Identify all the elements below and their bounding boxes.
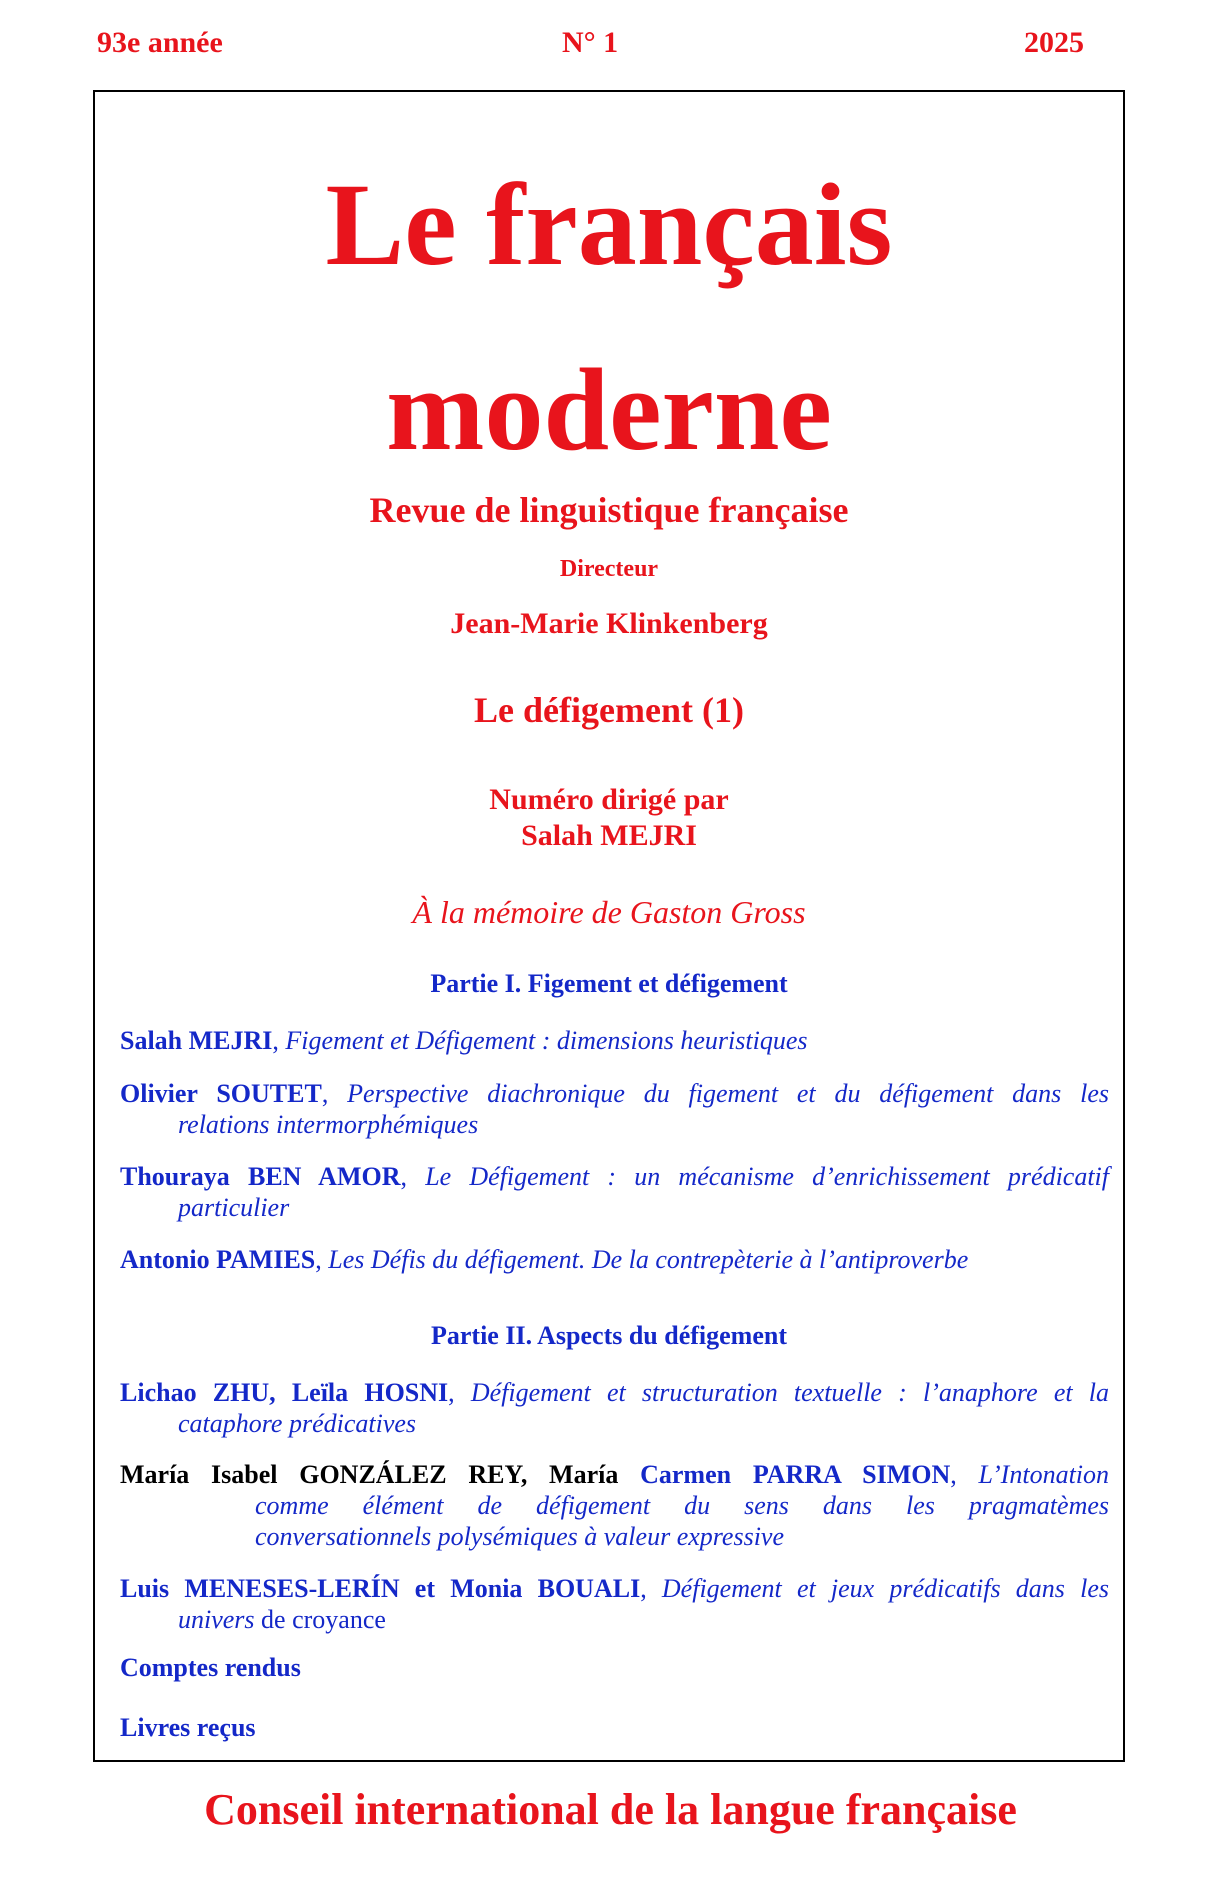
director-name: Jean-Marie Klinkenberg: [450, 607, 768, 640]
toc-authors: Salah MEJRI: [120, 1026, 273, 1055]
toc-authors: María Isabel GONZÁLEZ REY, María: [120, 1460, 619, 1489]
toc-article-title: L’Intonation: [978, 1460, 1110, 1489]
toc-article-title: Le Défigement : un mécanisme d’enrichissement prédicatif: [425, 1162, 1110, 1191]
issue-editor-label: Numéro dirigé par: [489, 783, 729, 816]
publisher-name: Conseil international de la langue française: [204, 1785, 1017, 1834]
issue-editor-name: Salah MEJRI: [521, 819, 697, 852]
toc-article-title: Les Défis du défigement. De la contrepèterie à l’antiproverbe: [328, 1245, 969, 1274]
toc-entry: Antonio PAMIES, Les Défis du défigement. De la contrepèterie à l’antiproverbe: [120, 1245, 969, 1274]
toc-article-title: Perspective diachronique du figement et du défigement dans les: [347, 1079, 1109, 1108]
toc-entry: Luis MENESES-LERÍN et Monia BOUALI, Défigement et jeux prédicatifs dans les univers de croyance: [120, 1574, 1110, 1634]
director-label: Directeur: [559, 556, 659, 582]
toc-authors: Lichao ZHU, Leïla HOSNI: [120, 1378, 449, 1407]
toc-authors: Carmen PARRA SIMON: [640, 1460, 951, 1489]
toc-authors: Olivier SOUTET: [120, 1079, 322, 1108]
section-reviews: Comptes rendus: [120, 1653, 301, 1682]
part-heading: Partie I. Figement et défigement: [430, 969, 788, 998]
volume-year-label: 93e année: [97, 26, 223, 59]
toc-entry: Thouraya BEN AMOR, Le Défigement : un mécanisme d’enrichissement prédicatif particulier: [120, 1162, 1110, 1222]
cover-frame: [93, 90, 1125, 1762]
publication-year: 2025: [1024, 26, 1084, 59]
toc-entry: Salah MEJRI, Figement et Défigement : dimensions heuristiques: [120, 1026, 808, 1055]
section-books-received: Livres reçus: [120, 1713, 256, 1742]
toc-article-title: Figement et Défigement : dimensions heuristiques: [285, 1026, 808, 1055]
issue-number: N° 1: [562, 26, 619, 59]
toc-article-title: Défigement et structuration textuelle : l’anaphore et la: [470, 1378, 1110, 1407]
journal-title-line-1: Le français: [325, 159, 893, 290]
toc-authors: Thouraya BEN AMOR: [120, 1162, 401, 1191]
journal-title-line-2: moderne: [386, 344, 832, 475]
part-heading: Partie II. Aspects du défigement: [430, 1321, 787, 1350]
toc-entry: Lichao ZHU, Leïla HOSNI, Défigement et structuration textuelle : l’anaphore et la cataphore prédicatives: [120, 1378, 1110, 1438]
toc-article-title: Défigement et jeux prédicatifs dans les: [661, 1574, 1110, 1603]
journal-subtitle: Revue de linguistique française: [369, 490, 849, 530]
toc-entry: María Isabel GONZÁLEZ REY, María Carmen PARRA SIMON, L’Intonation comme élément de défigement du sens dans les pragmatèmes conversationnels polysémiques à valeur expressive: [120, 1460, 1110, 1551]
toc-entry: Olivier SOUTET, Perspective diachronique du figement et du défigement dans les relations intermorphémiques: [120, 1079, 1109, 1139]
toc-authors: Luis MENESES-LERÍN et Monia BOUALI: [120, 1574, 641, 1603]
issue-theme: Le défigement (1): [474, 690, 744, 730]
toc-authors: Antonio PAMIES: [120, 1245, 316, 1274]
dedication: À la mémoire de Gaston Gross: [412, 894, 806, 930]
